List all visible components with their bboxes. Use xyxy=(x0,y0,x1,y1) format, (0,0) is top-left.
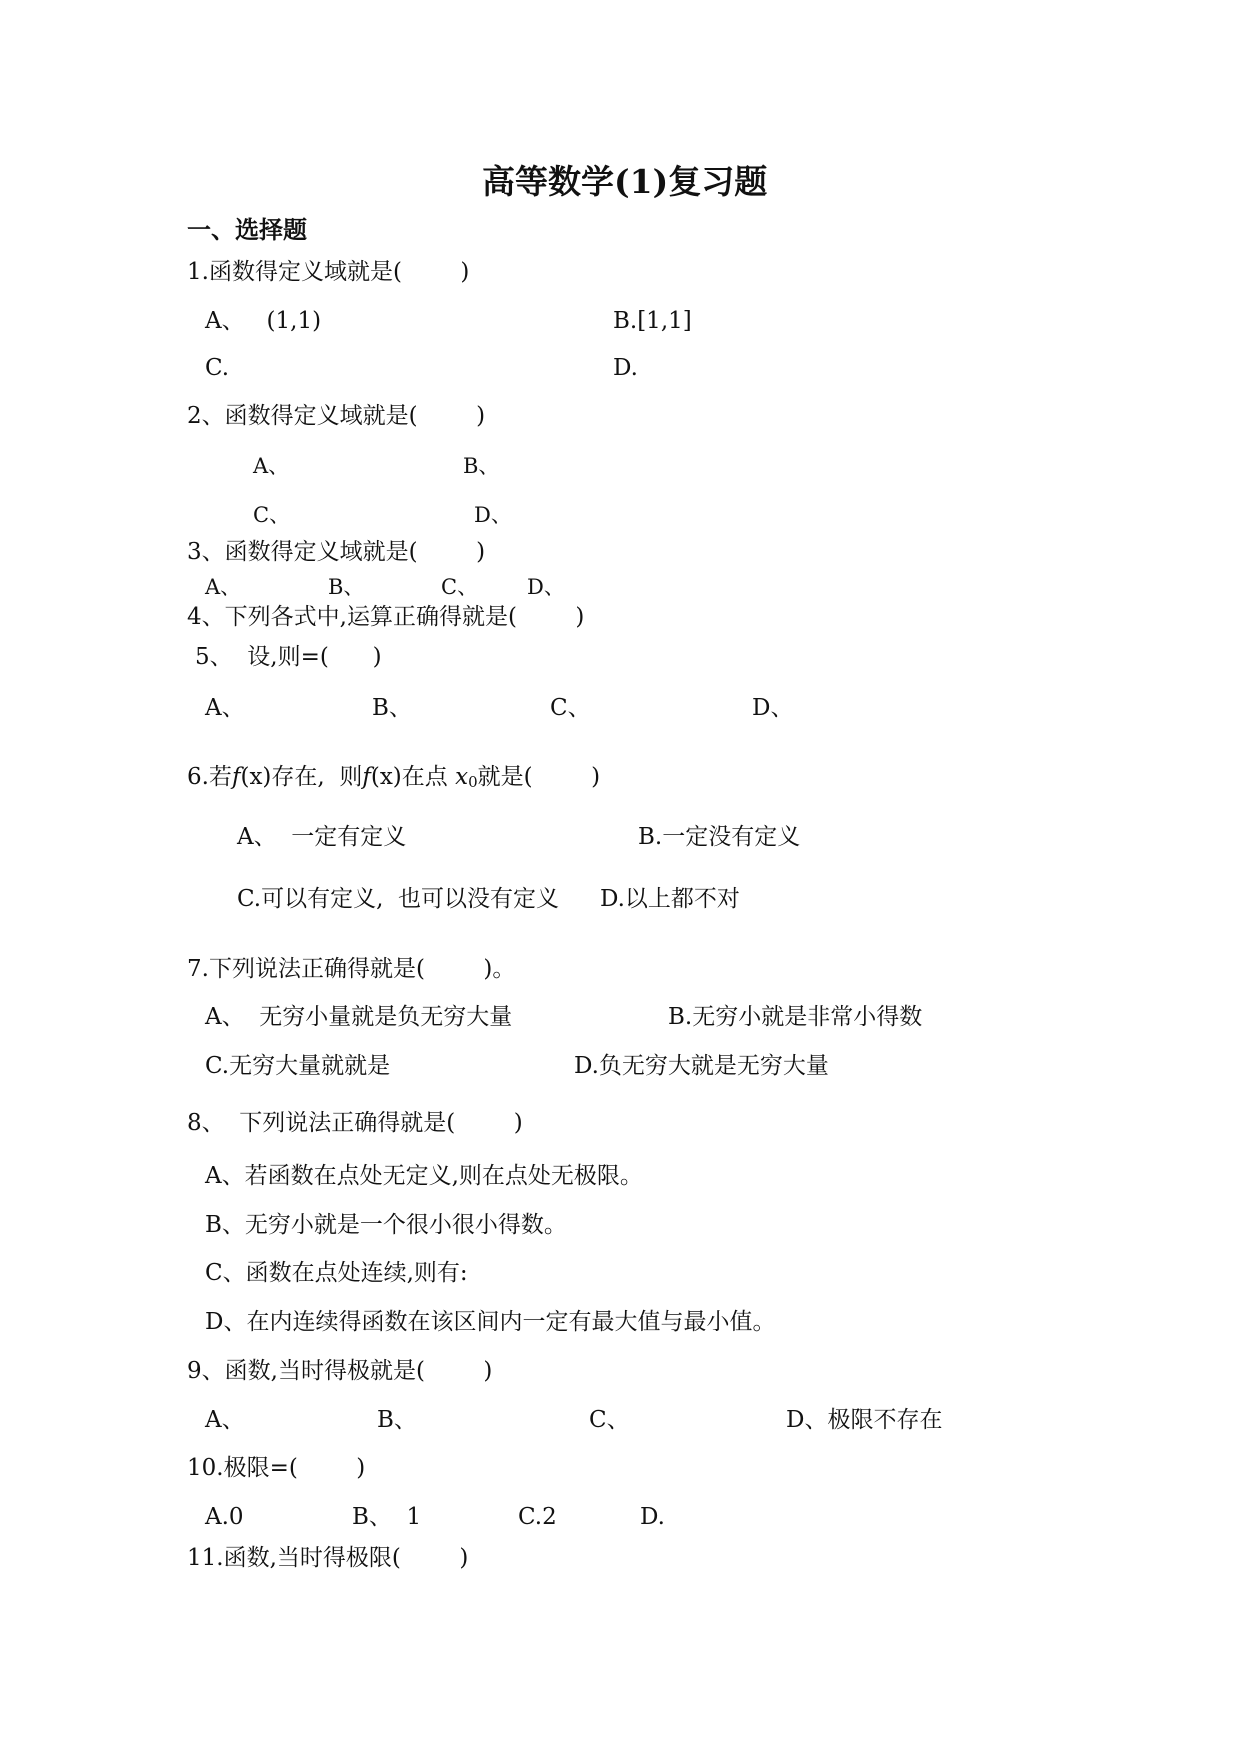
question-6-option-b: B.一定没有定义 xyxy=(638,824,801,850)
question-3-stem: 3、函数得定义域就是( ) xyxy=(187,539,486,565)
question-5-option-c: C、 xyxy=(550,695,591,721)
question-5-option-a: A、 xyxy=(205,695,245,721)
question-10-option-a: A.0 xyxy=(205,1504,244,1530)
question-9-option-a: A、 xyxy=(205,1407,245,1433)
question-8-option-c: C、函数在点处连续,则有: xyxy=(205,1260,468,1286)
question-3-option-c: C、 xyxy=(441,575,479,599)
question-6-stem xyxy=(187,763,600,796)
question-6-function-f-2: f xyxy=(362,764,371,790)
question-7-option-a: A、 无穷小量就是负无穷大量 xyxy=(205,1004,513,1030)
question-6-suffix: 就是( ) xyxy=(477,764,601,790)
question-8-option-d: D、在内连续得函数在该区间内一定有最大值与最小值。 xyxy=(205,1309,776,1335)
question-9-option-b: B、 xyxy=(377,1407,417,1433)
question-1-option-d: D. xyxy=(613,355,638,381)
question-1-option-c: C. xyxy=(205,355,230,381)
question-4-stem: 4、下列各式中,运算正确得就是( ) xyxy=(187,604,585,630)
question-6-subscript: 0 xyxy=(468,773,478,791)
question-3-option-d: D、 xyxy=(527,575,565,599)
question-1-option-a: A、 (1,1) xyxy=(205,308,322,334)
question-6-text: 存在, 则 xyxy=(271,764,363,790)
question-7-option-b: B.无穷小就是非常小得数 xyxy=(668,1004,923,1030)
question-2-option-d: D、 xyxy=(474,503,512,527)
question-10-option-b: B、 1 xyxy=(352,1504,422,1530)
question-1-stem: 1.函数得定义域就是( ) xyxy=(187,259,470,285)
question-6-argument-2: (x) xyxy=(370,764,402,790)
question-8-option-a: A、若函数在点处无定义,则在点处无极限。 xyxy=(205,1163,643,1189)
question-3-option-a: A、 xyxy=(205,575,242,599)
question-7-option-d: D.负无穷大就是无穷大量 xyxy=(574,1053,829,1079)
question-10-stem: 10.极限=( ) xyxy=(187,1455,366,1481)
question-7-stem: 7.下列说法正确得就是( )。 xyxy=(187,956,516,982)
section-heading: 一、选择题 xyxy=(187,215,307,244)
question-6-option-a: A、 一定有定义 xyxy=(237,824,407,850)
question-1-option-b: B.[1,1] xyxy=(613,308,692,334)
question-10-option-d: D. xyxy=(640,1504,665,1530)
question-8-stem: 8、 下列说法正确得就是( ) xyxy=(187,1110,523,1136)
question-5-stem: 5、 设,则=( ) xyxy=(195,644,382,670)
question-6-option-d: D.以上都不对 xyxy=(600,886,740,912)
question-9-option-c: C、 xyxy=(589,1407,630,1433)
question-11-stem: 11.函数,当时得极限( ) xyxy=(187,1545,469,1571)
question-6-variable-x: x xyxy=(455,764,469,790)
question-2-option-a: A、 xyxy=(253,454,290,478)
question-3-option-b: B、 xyxy=(328,575,365,599)
question-9-stem: 9、函数,当时得极就是( ) xyxy=(187,1358,493,1384)
question-10-option-c: C.2 xyxy=(518,1504,557,1530)
question-5-option-b: B、 xyxy=(372,695,412,721)
question-6-text-2: 在点 xyxy=(401,764,448,790)
question-6-argument: (x) xyxy=(240,764,272,790)
question-2-option-b: B、 xyxy=(463,454,500,478)
page-title: 高等数学(1)复习题 xyxy=(482,162,768,201)
question-2-stem: 2、函数得定义域就是( ) xyxy=(187,403,486,429)
question-6-prefix: 6.若 xyxy=(187,764,232,790)
question-5-option-d: D、 xyxy=(752,695,794,721)
question-2-option-c: C、 xyxy=(253,503,291,527)
question-8-option-b: B、无穷小就是一个很小很小得数。 xyxy=(205,1212,567,1238)
question-7-option-c: C.无穷大量就就是 xyxy=(205,1053,391,1079)
question-6-function-f: f xyxy=(231,764,241,790)
question-6-option-c: C.可以有定义, 也可以没有定义 xyxy=(237,886,560,912)
question-9-option-d: D、极限不存在 xyxy=(786,1407,943,1433)
